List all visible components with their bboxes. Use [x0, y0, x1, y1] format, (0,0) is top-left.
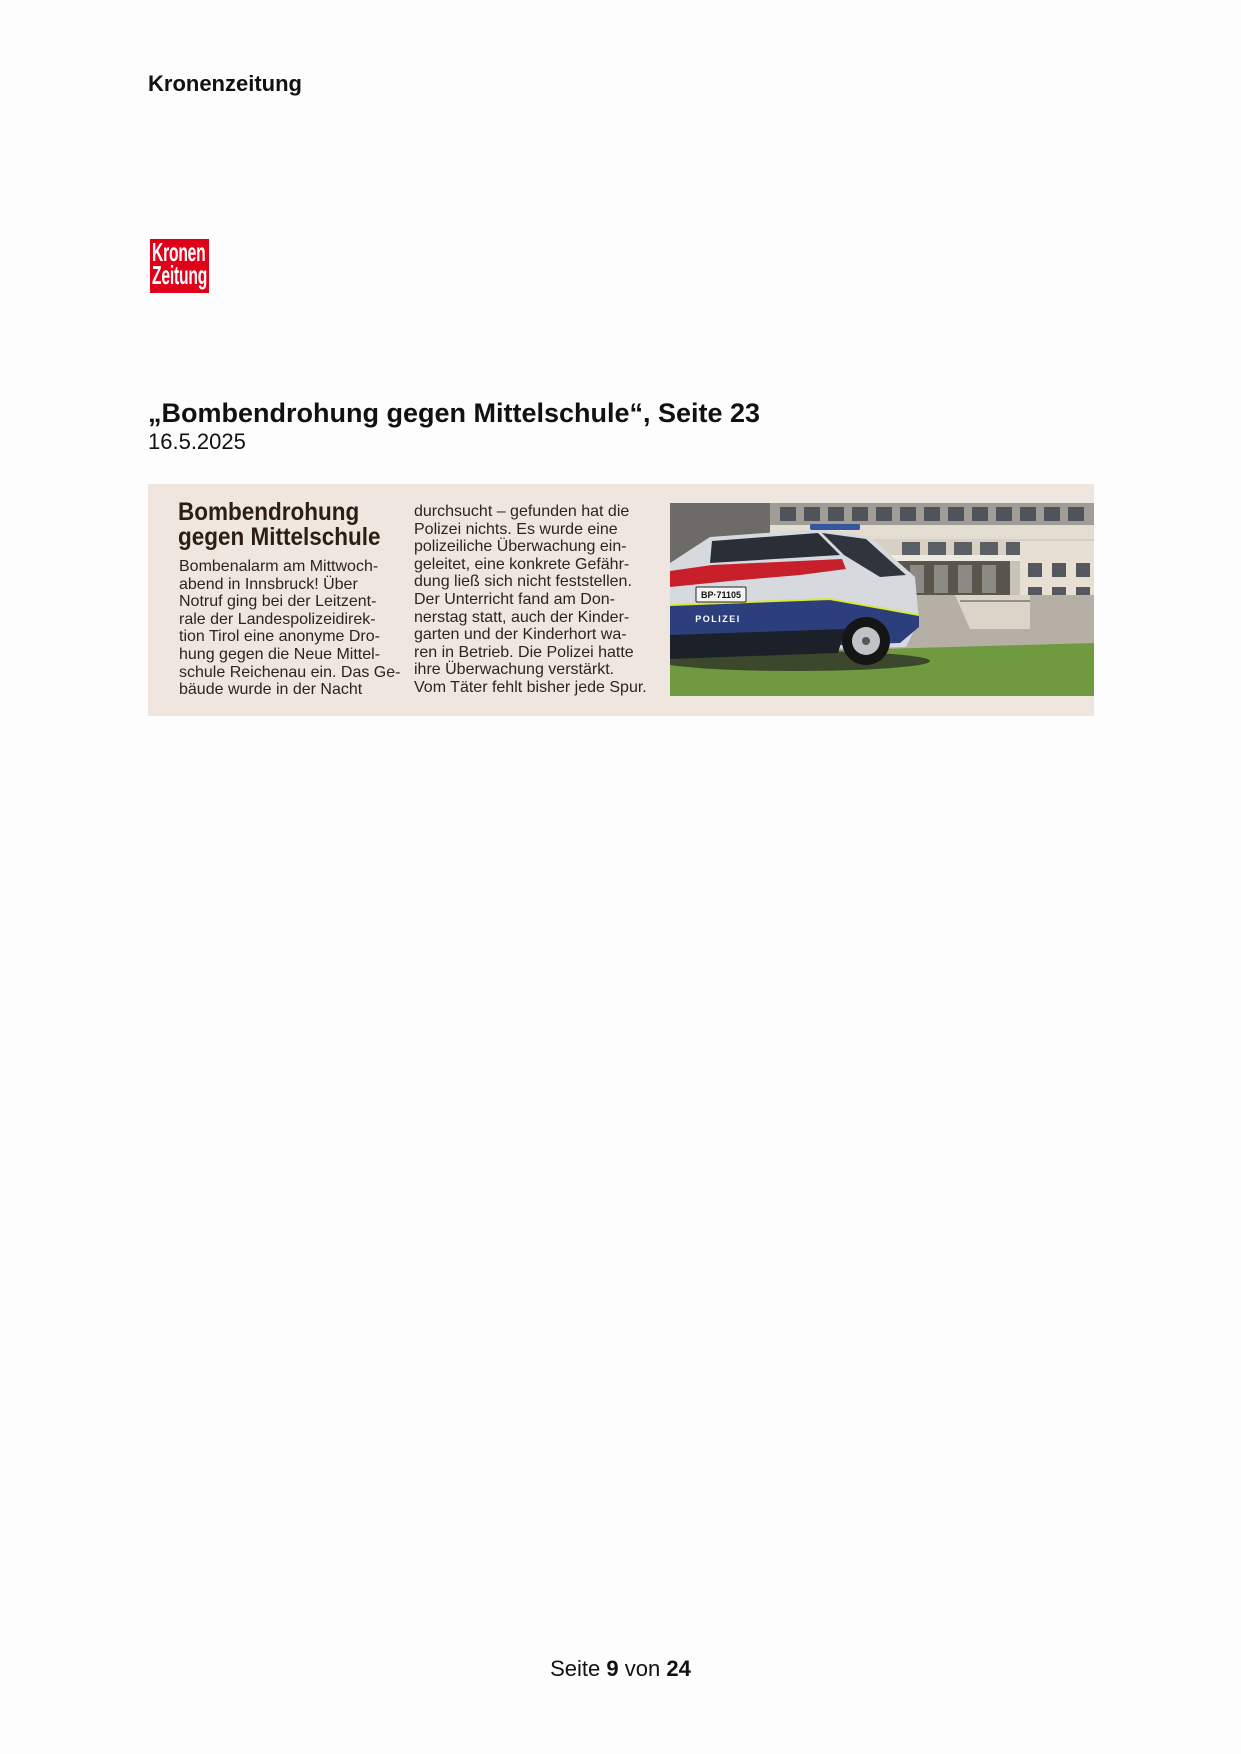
police-label: POLIZEI [695, 614, 741, 624]
newspaper-clipping [148, 484, 1094, 716]
clipping-headline-line-2: gegen Mittelschule [178, 523, 381, 551]
article-date: 16.5.2025 [148, 429, 246, 454]
clipping-text-line: dung ließ sich nicht feststellen. [414, 573, 632, 591]
clipping-column-1 [179, 558, 400, 699]
license-plate-text: BP·71105 [700, 590, 742, 600]
clipping-text-line: Der Unterricht fand am Don- [414, 590, 615, 608]
article-title: „Bombendrohung gegen Mittelschule“, Seite 23 [148, 398, 761, 428]
publication-name: Kronenzeitung [148, 71, 302, 96]
clipping-text-line: Polizei nichts. Es wurde eine [414, 520, 618, 538]
police-car-photo-graphic [670, 503, 1094, 696]
clipping-text-line: Vom Täter fehlt bisher jede Spur. [414, 678, 647, 696]
clipping-text-line: tion Tirol eine anonyme Dro- [179, 628, 380, 646]
clipping-text-line: rale der Landespolizeidirek- [179, 610, 376, 628]
police-car-photo [670, 503, 1094, 696]
clipping-headline-line-1: Bombendrohung [178, 498, 360, 526]
clipping-text-line: hung gegen die Neue Mittel- [179, 645, 381, 663]
clipping-text-line: schule Reichenau ein. Das Ge- [179, 663, 401, 681]
clipping-text-line: Notruf ging bei der Leitzent- [179, 593, 377, 611]
clipping-text-line: abend in Innsbruck! Über [179, 575, 358, 593]
clipping-text-line: nerstag statt, auch der Kinder- [414, 608, 630, 626]
clipping-text-line: durchsucht – gefunden hat die [414, 503, 630, 520]
page-number-prefix: Seite [550, 1656, 601, 1681]
clipping-text-line: garten und der Kinderhort wa- [414, 626, 627, 644]
clipping-text-line: polizeiliche Überwachung ein- [414, 538, 627, 556]
license-plate [696, 587, 746, 602]
clipping-column-2 [414, 503, 647, 697]
clipping-text-line: ren in Betrieb. Die Polizei hatte [414, 643, 634, 661]
clipping-text-line: bäude wurde in der Nacht [179, 681, 363, 699]
clipping-text-line: Bombenalarm am Mittwoch- [179, 558, 379, 575]
clipping-headline [178, 500, 403, 550]
clipping-text-line: geleitet, eine konkrete Gefähr- [414, 555, 630, 573]
clipping-text-line: ihre Überwachung verstärkt. [414, 661, 615, 679]
logo-line-kronen: Kronen [152, 239, 206, 267]
total-pages: 24 [666, 1656, 691, 1681]
page-number [0, 1658, 1241, 1680]
page-number-separator: von [624, 1656, 661, 1681]
logo-line-zeitung: Zeitung [152, 260, 208, 290]
kronen-zeitung-logo [150, 239, 209, 293]
current-page: 9 [606, 1656, 619, 1681]
car-wheel [842, 617, 890, 665]
